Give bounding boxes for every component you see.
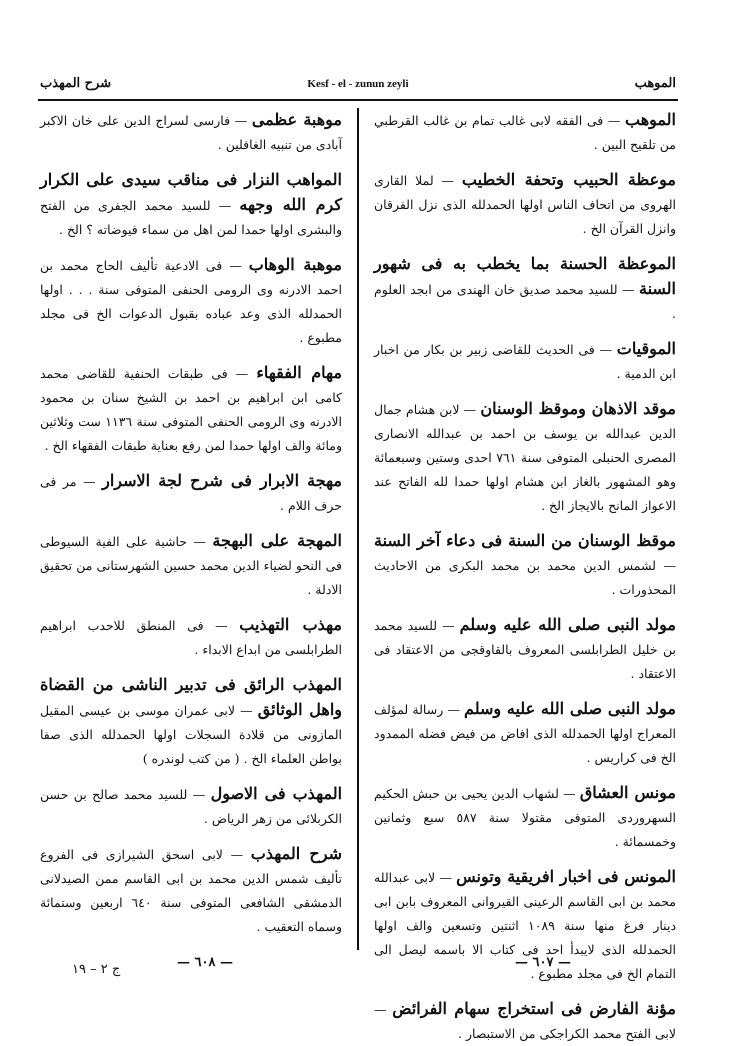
entry-title: مونس العشاق — [579, 783, 677, 802]
entry-title: مولد النبى صلى الله عليه وسلم — [464, 699, 676, 718]
entry-text: — فى طبقات الحنفية للقاضى محمد كامى ابن ابراهيم بن احمد بن الشيخ سنان بن محمود الادرنه وى الرومى الحنفى المتوفى سنة ١١٣٦ ست وثلاثين ومائة والف اولها حمدا لمن رفع بعناية طبقات الفقهاء الخ . — [40, 366, 342, 453]
page-number-right: — ٦٠٧ — — [514, 955, 571, 970]
entry — [374, 397, 676, 518]
entry-text: — لملا القارى الهروى من اتحاف الناس اولها الحمدلله الذى نزل الفرقان وانزل القرآن الخ . — [374, 173, 676, 236]
entry — [374, 613, 676, 686]
header-rule — [38, 99, 678, 101]
entry-title: مهام الفقهاء — [256, 363, 343, 382]
entry-title: المهذب فى الاصول — [210, 784, 343, 803]
entry-text: — فى المنطق للاحدب ابراهيم الطرابلسى من ابداع الابداء . — [40, 618, 342, 657]
header-left-title: شرح المهذب — [40, 76, 112, 91]
entry-title: شرح المهذب — [250, 844, 342, 863]
entry-text: — لابى عبدالله محمد بن ابى القاسم الرعينى القيروانى المعروف بابن ابى دينار فرغ منها سنة ١٠٨٩ اثنتين وتسعين والف اولها الحمدلله الذى لايبدأ احد فى كتاب الا باسمه ليصل الى التمام الخ فى مجلد مطبوع . — [374, 870, 677, 981]
entry-text: — للسيد محمد الجفرى من الفتح والبشرى اولها حمدا لمن اهل من سماء فيوضاته ؟ الخ . — [40, 198, 342, 237]
entry — [40, 613, 342, 662]
entry — [374, 252, 676, 326]
entry-title: موقظ الوسنان من السنة فى دعاء آخر السنة — [374, 531, 676, 550]
entry-title: موهبة عظمى — [251, 110, 342, 129]
column-divider — [357, 108, 359, 950]
entry-title: مهجة الابرار فى شرح لجة الاسرار — [102, 471, 342, 490]
entry-title: مهذب التهذيب — [239, 615, 342, 634]
entry-text: — لشمس الدين محمد بن محمد البكرى من الاحاديث المحذورات . — [374, 558, 676, 597]
entry — [374, 168, 676, 241]
entry-text: — للسيد محمد صديق خان الهندى من ابجد العلوم . — [374, 282, 676, 321]
entry-title: موهبة الوهاب — [248, 255, 342, 274]
entry — [374, 697, 676, 770]
entry-title: المهجة على البهجة — [212, 531, 342, 550]
entry-title: الموقيات — [616, 339, 676, 358]
entry-title: موعظة الحبيب وتحفة الخطيب — [461, 170, 676, 189]
entry — [40, 108, 342, 157]
entry-text: — فارسى لسراج الدين على خان الاكبر آبادى من تنبيه الغافلين . — [40, 113, 342, 152]
entry-text: — لابن هشام جمال الدين عبدالله بن يوسف بن احمد بن عبدالله الانصارى المصرى الحنبلى المتوفى سنة ٧٦١ احدى وستين وسبعمائة وهو المشهور بالغاز ابن هشام اولها حمدا لله الفاتح عند الاعواز المانح بالايجاز الخ . — [374, 402, 676, 513]
entry-title: مولد النبى صلى الله عليه وسلم — [459, 615, 677, 634]
entry-title: الموهب — [625, 110, 676, 129]
entry-text: — للسيد محمد بن خليل الطرابلسى المعروف بالقاوقجى من الاعتقاد فى الاعتقاد . — [374, 618, 676, 681]
entry-title: المونس فى اخبار افريقية وتونس — [456, 867, 676, 886]
entry — [40, 842, 342, 939]
entry — [40, 782, 342, 831]
left-column — [40, 108, 342, 948]
entry — [40, 529, 342, 602]
page-number-left: — ٦٠٨ — — [176, 955, 233, 970]
entry — [374, 781, 676, 854]
entry-text: — مر فى حرف اللام . — [40, 474, 342, 513]
entry-text: — لشهاب الدين يحيى بن حبش الحكيم السهروردى المتوفى مقتولا سنة ٥٨٧ سبع وثمانين وخمسمائة . — [374, 786, 676, 849]
entry-text: — لابى اسحق الشيرازى فى الفروع تأليف شمس الدين محمد بن ابى القاسم ممن الصيدلانى الدمشقى الشافعى المتوفى سنة ٦٤٠ اربعين وستمائة وسماه التعقيب . — [40, 847, 342, 934]
entry-text: — فى الفقه لابى غالب تمام بن غالب القرطبي من تلقيح البين . — [374, 113, 676, 152]
signature-mark: ج ٢ – ١٩ — [72, 962, 121, 977]
entry — [40, 469, 342, 518]
entry — [374, 997, 676, 1046]
entry — [374, 529, 676, 602]
entry — [374, 108, 676, 157]
entry — [40, 673, 342, 771]
entry-text: — رسالة لمؤلف المعراج اولها الحمدلله الذى افاض من فيض فضله الممدود الخ فى كراريس . — [374, 702, 676, 765]
header-center-title: Kesf - el - zunun zeyli — [307, 78, 409, 90]
entry-title: المهذب الرائق فى تدبير الناشى من القضاة واهل الوثائق — [40, 675, 342, 719]
entry-title: موقد الاذهان وموقظ الوسنان — [480, 399, 676, 418]
entry — [40, 168, 342, 242]
entry — [40, 253, 342, 350]
entry-text: — فى الحديث للقاضى زبير بن بكار من اخبار ابن الدمية . — [374, 342, 676, 381]
running-header — [38, 74, 678, 96]
entry-text: — للسيد محمد صالح بن حسن الكربلائى من زهر الرياض . — [40, 787, 342, 826]
entry-title: مؤنة الفارض فى استخراج سهام الفرائض — [392, 999, 676, 1018]
entry-text: — فى الادعية تأليف الحاج محمد بن احمد الادرنه وى الرومى الحنفى المتوفى سنة . . . اولها الحمدلله الذى وعد عباده بقبول الدعوات الخ فى مجلد مطبوع . — [40, 258, 342, 345]
entry-text: — لابى عمران موسى بن عيسى المقيل المازونى من قلادة السجلات اولها الحمدلله الذى صفا بواطن العلماء الخ . ( من كتب لوندره ) — [40, 703, 342, 766]
entry-title: المواهب النزار فى مناقب سيدى على الكرار كرم الله وجهه — [40, 170, 342, 214]
entry — [40, 361, 342, 458]
entry — [374, 337, 676, 386]
entry-text: — حاشية على الفية السيوطى فى النحو لضياء الدين محمد حسين الشهرستانى من تحقيق الادلة . — [40, 534, 342, 597]
entry-text: — لابى الفتح محمد الكراجكى من الاستبصار . — [374, 1002, 676, 1041]
entry-title: الموعظة الحسنة بما يخطب به فى شهور السنة — [374, 254, 676, 298]
header-right-title: الموهب — [634, 76, 676, 91]
